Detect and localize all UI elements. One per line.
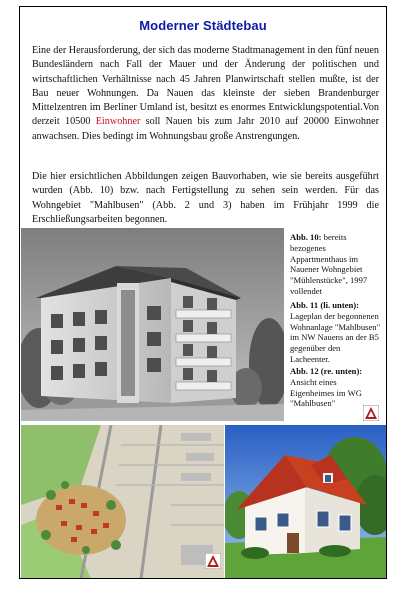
caption-abb-10-label: Abb. 10: [290, 232, 322, 242]
second-paragraph: Die hier ersichtlichen Abbildungen zeigen Bauvorhaben, wie sie bereits ausgeführt wurden (Abb. 10) bzw. nach Fertigstellung zu sehen sein werden. Für das Wohngebiet "Mahlbusen" (Abb. 2 und 3) haben im Frühjahr 1999 die Erschließungsarbeiten begonnen. [32, 171, 379, 225]
caption-abb-11-text: Lageplan der begonnenen Wohnanlage "Mahlbusen" im NW Nauens an der B5 gegenüber den Lacheenter. [290, 310, 381, 364]
highlighted-word: Einwohner [95, 116, 141, 128]
caption-abb-12 [290, 366, 382, 409]
caption-abb-12-label: Abb. 12 (re. unten): [290, 366, 363, 376]
caption-abb-10 [290, 232, 382, 297]
page-title: Moderner Städtebau [139, 18, 267, 33]
intro-text-part2: soll Nauen bis zum Jahr 2010 auf 20000 Einwohner anwachsen. Dies bedingt im Wohnungsbau große Anstrengungen. [32, 116, 379, 142]
apartment-building-photo [21, 228, 284, 421]
caption-abb-12-text: Ansicht eines Eigenheimes im WG "Mahlbusen" [290, 376, 362, 409]
caption-abb-11-label: Abb. 11 (li. unten): [290, 300, 360, 310]
nauen-logo-icon [363, 405, 379, 421]
nauen-logo-icon-small [205, 553, 221, 569]
caption-abb-11 [290, 300, 382, 365]
intro-text-part1: Eine der Herausforderung, der sich das moderne Stadtmanagement in den fünf neuen Bundesländern nach Fall der Mauer und der Änderung der politischen und wirtschaftlichen Verhältnisse nach 45 Jahren Planwirtschaft stellen mußte, ist der Bau neuer Wohnungen. Da Nauen das kleinste der sieben Brandenburger Mittelzentren im Berliner Umland ist, besitzt es enormes Entwicklungspotential.Von derzeit 10500 [32, 45, 379, 128]
intro-paragraph [32, 44, 379, 144]
document-page [19, 6, 387, 579]
single-family-house-image [225, 425, 387, 579]
caption-abb-10-text: bereits bezogenes Appartmenthaus im Nauener Wohngebiet "Mühlenstücke", 1997 vollendet [290, 232, 368, 296]
site-plan-image [21, 425, 224, 579]
